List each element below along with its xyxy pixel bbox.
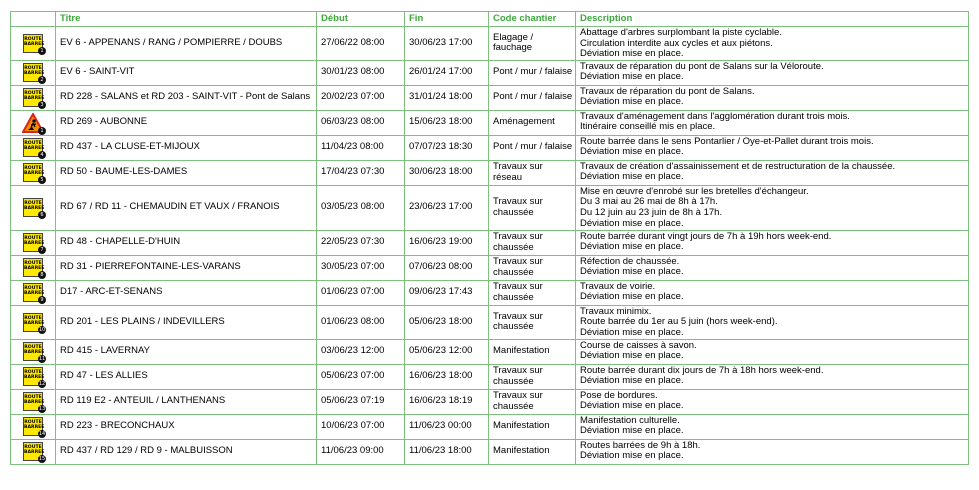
sign-text: [24, 445, 45, 456]
row-code-chantier: [489, 414, 576, 439]
row-description: [576, 255, 969, 280]
row-number-badge: 1: [38, 47, 46, 55]
description-line: Course de caisses à savon.: [580, 339, 697, 351]
row-debut: 30/01/23 08:00: [317, 60, 405, 85]
table-row: [11, 160, 969, 185]
table-row: [11, 339, 969, 364]
table-row: [11, 230, 969, 255]
table-row: [11, 280, 969, 305]
description-line: Du 3 mai au 26 mai de 8h à 17h.: [580, 196, 718, 208]
route-barree-sign-icon: [23, 233, 43, 252]
table-header-row: [11, 12, 969, 27]
row-debut: 05/06/23 07:19: [317, 389, 405, 414]
row-fin: 16/06/23 19:00: [405, 230, 489, 255]
description-line: Travaux minimix.: [580, 305, 652, 317]
row-fin: 09/06/23 17:43: [405, 280, 489, 305]
row-titre: RD 228 - SALANS et RD 203 - SAINT-VIT - Pont de Salans: [56, 85, 317, 110]
code-line: chaussée: [493, 400, 534, 412]
row-number-badge: 3: [38, 101, 46, 109]
row-description: [576, 439, 969, 464]
row-fin: 31/01/24 18:00: [405, 85, 489, 110]
route-barree-sign-icon: [23, 63, 43, 82]
row-icon-cell: [11, 110, 56, 135]
row-number-badge: 8: [38, 271, 46, 279]
sign-text-line1: ROUTE: [24, 91, 42, 97]
code-line: fauchage: [493, 42, 533, 54]
row-icon-cell: [11, 230, 56, 255]
sign-text-line2: BARREE: [24, 320, 45, 326]
code-line: Pont / mur / falaise: [493, 91, 573, 103]
table-row: [11, 85, 969, 110]
description-line: Route barrée durant vingt jours de 7h à 19h hors week-end.: [580, 230, 832, 242]
code-line: Manifestation: [493, 445, 550, 457]
row-fin: 16/06/23 18:00: [405, 364, 489, 389]
row-number-badge: 15: [38, 456, 46, 463]
code-line: Aménagement: [493, 116, 555, 128]
code-line: chaussée: [493, 206, 534, 218]
sign-text-line1: ROUTE: [24, 286, 42, 292]
row-code-chantier: [489, 230, 576, 255]
description-line: Mise en œuvre d'enrobé sur les bretelles d'échangeur.: [580, 185, 809, 197]
row-code-chantier: [489, 27, 576, 61]
row-icon-cell: [11, 280, 56, 305]
row-code-chantier: [489, 135, 576, 160]
description-line: Déviation mise en place.: [580, 96, 684, 108]
row-fin: 26/01/24 17:00: [405, 60, 489, 85]
row-icon-cell: [11, 255, 56, 280]
sign-text-line2: BARREE: [24, 350, 45, 356]
row-debut: 05/06/23 07:00: [317, 364, 405, 389]
header-titre: Titre: [56, 12, 317, 27]
description-line: Du 12 juin au 23 juin de 8h à 17h.: [580, 206, 723, 218]
row-description: [576, 185, 969, 230]
row-fin: 15/06/23 18:00: [405, 110, 489, 135]
table-row: [11, 185, 969, 230]
row-description: [576, 364, 969, 389]
description-line: Travaux de création d'assainissement et de restructuration de la chaussée.: [580, 160, 896, 172]
description-line: Déviation mise en place.: [580, 350, 684, 362]
sign-text: [24, 261, 45, 272]
code-line: Travaux sur: [493, 281, 543, 293]
row-icon-cell: [11, 364, 56, 389]
sign-text-line2: BARREE: [24, 71, 45, 77]
row-number-badge: 4: [38, 151, 46, 159]
row-titre: RD 415 - LAVERNAY: [56, 339, 317, 364]
row-code-chantier: [489, 185, 576, 230]
row-debut: 27/06/22 08:00: [317, 27, 405, 61]
sign-text-line2: BARREE: [24, 400, 45, 406]
table-row: [11, 364, 969, 389]
description-line: Déviation mise en place.: [580, 326, 684, 338]
route-barree-sign-icon: [23, 198, 43, 217]
description-line: Route barrée du 1er au 5 juin (hors week-end).: [580, 316, 778, 328]
code-line: réseau: [493, 171, 523, 183]
row-icon-cell: [11, 389, 56, 414]
route-barree-sign-icon: [23, 258, 43, 277]
row-description: [576, 389, 969, 414]
description-line: Travaux de voirie.: [580, 280, 656, 292]
row-debut: 11/06/23 09:00: [317, 439, 405, 464]
header-code-chantier: Code chantier: [489, 12, 576, 27]
code-line: chaussée: [493, 291, 534, 303]
row-icon-cell: [11, 60, 56, 85]
row-description: [576, 27, 969, 61]
row-code-chantier: [489, 280, 576, 305]
table-row: [11, 439, 969, 464]
row-number-badge: 5: [38, 176, 46, 184]
table-row: [11, 27, 969, 61]
route-barree-sign-icon: [23, 392, 46, 413]
row-icon-cell: [11, 439, 56, 464]
table-row: [11, 135, 969, 160]
sign-text-line2: BARREE: [24, 241, 45, 247]
row-debut: 20/02/23 07:00: [317, 85, 405, 110]
row-number-badge: 2: [38, 76, 46, 84]
row-titre: D17 - ARC-ET-SENANS: [56, 280, 317, 305]
row-description: [576, 160, 969, 185]
sign-text-line2: BARREE: [24, 96, 45, 102]
row-code-chantier: [489, 339, 576, 364]
row-number-badge: 1: [38, 127, 46, 135]
sign-text-line2: BARREE: [24, 425, 45, 431]
sign-text-line2: BARREE: [24, 375, 45, 381]
code-line: Travaux sur: [493, 161, 543, 173]
row-fin: 05/06/23 12:00: [405, 339, 489, 364]
row-description: [576, 60, 969, 85]
code-line: Pont / mur / falaise: [493, 66, 573, 78]
description-line: Travaux de réparation du pont de Salans sur la Véloroute.: [580, 60, 824, 72]
code-line: Travaux sur: [493, 231, 543, 243]
code-line: Manifestation: [493, 420, 550, 432]
sign-text-line2: BARREE: [24, 41, 45, 47]
row-debut: 06/03/23 08:00: [317, 110, 405, 135]
table-body: [11, 27, 969, 465]
row-fin: 30/06/23 17:00: [405, 27, 489, 61]
row-titre: RD 48 - CHAPELLE-D'HUIN: [56, 230, 317, 255]
description-line: Manifestation culturelle.: [580, 414, 680, 426]
row-debut: 03/06/23 12:00: [317, 339, 405, 364]
row-debut: 10/06/23 07:00: [317, 414, 405, 439]
header-icon: [11, 12, 56, 27]
row-titre: RD 47 - LES ALLIES: [56, 364, 317, 389]
code-line: Travaux sur: [493, 389, 543, 401]
description-line: Déviation mise en place.: [580, 146, 684, 158]
description-line: Déviation mise en place.: [580, 400, 684, 412]
table-row: [11, 110, 969, 135]
sign-text: [24, 141, 45, 152]
description-line: Route barrée dans le sens Pontarlier / Oye-et-Pallet durant trois mois.: [580, 135, 874, 147]
route-barree-sign-icon: [23, 313, 46, 333]
row-titre: EV 6 - APPENANS / RANG / POMPIERRE / DOUBS: [56, 27, 317, 61]
description-line: Déviation mise en place.: [580, 48, 684, 60]
roadworks-warning-icon: [22, 113, 44, 133]
row-number-badge: 7: [38, 246, 46, 254]
row-fin: 11/06/23 00:00: [405, 414, 489, 439]
row-code-chantier: [489, 389, 576, 414]
table-row: [11, 305, 969, 339]
roadworks-table-container: [10, 11, 969, 465]
code-line: Travaux sur: [493, 310, 543, 322]
description-line: Déviation mise en place.: [580, 71, 684, 83]
row-debut: 03/05/23 08:00: [317, 185, 405, 230]
row-debut: 17/04/23 07:30: [317, 160, 405, 185]
description-line: Déviation mise en place.: [580, 171, 684, 183]
description-line: Déviation mise en place.: [580, 241, 684, 253]
sign-text: [24, 36, 45, 47]
sign-text-line2: BARREE: [24, 206, 45, 212]
row-number-badge: 11: [38, 356, 46, 363]
route-barree-sign-icon: [23, 34, 43, 53]
row-description: [576, 305, 969, 339]
code-line: chaussée: [493, 266, 534, 278]
sign-text-line1: ROUTE: [24, 36, 42, 42]
sign-text: [24, 236, 45, 247]
code-line: chaussée: [493, 375, 534, 387]
row-icon-cell: [11, 339, 56, 364]
code-line: chaussée: [493, 241, 534, 253]
row-number-badge: 10: [38, 326, 46, 333]
sign-text-line2: BARREE: [24, 171, 45, 177]
route-barree-sign-icon: [23, 342, 46, 363]
route-barree-sign-icon: [23, 442, 46, 463]
sign-text: [24, 395, 45, 406]
row-icon-cell: [11, 305, 56, 339]
row-debut: 01/06/23 08:00: [317, 305, 405, 339]
row-icon-cell: [11, 185, 56, 230]
row-icon-cell: [11, 414, 56, 439]
row-description: [576, 230, 969, 255]
description-line: Travaux d'aménagement dans l'agglomération durant trois mois.: [580, 110, 850, 122]
row-icon-cell: [11, 85, 56, 110]
sign-text-line1: ROUTE: [24, 141, 42, 147]
code-line: Travaux sur: [493, 196, 543, 208]
row-fin: 30/06/23 18:00: [405, 160, 489, 185]
description-line: Route barrée durant dix jours de 7h à 18h hors week-end.: [580, 364, 824, 376]
row-fin: 11/06/23 18:00: [405, 439, 489, 464]
header-fin: Fin: [405, 12, 489, 27]
row-fin: 07/07/23 18:30: [405, 135, 489, 160]
description-line: Déviation mise en place.: [580, 266, 684, 278]
route-barree-sign-icon: [23, 417, 46, 438]
table-row: [11, 389, 969, 414]
route-barree-sign-icon: [23, 283, 43, 302]
row-number-badge: 9: [38, 296, 46, 304]
sign-text-line1: ROUTE: [24, 236, 42, 242]
row-debut: 30/05/23 07:00: [317, 255, 405, 280]
row-titre: RD 223 - BRECONCHAUX: [56, 414, 317, 439]
row-code-chantier: [489, 160, 576, 185]
sign-text-line2: BARREE: [24, 291, 45, 297]
row-description: [576, 110, 969, 135]
sign-text: [24, 166, 45, 177]
sign-text: [24, 315, 45, 326]
route-barree-sign-icon: [23, 88, 43, 107]
description-line: Circulation interdite aux cycles et aux piétons.: [580, 37, 773, 49]
row-code-chantier: [489, 85, 576, 110]
code-line: Elagage /: [493, 31, 534, 43]
description-line: Abattage d'arbres surplombant la piste cyclable.: [580, 27, 782, 38]
row-icon-cell: [11, 135, 56, 160]
description-line: Déviation mise en place.: [580, 291, 684, 303]
row-number-badge: 13: [38, 406, 46, 413]
sign-text-line1: ROUTE: [24, 66, 42, 72]
roadworks-table: [10, 11, 969, 465]
row-titre: RD 31 - PIERREFONTAINE-LES-VARANS: [56, 255, 317, 280]
description-line: Réfection de chaussée.: [580, 255, 680, 267]
row-fin: 07/06/23 08:00: [405, 255, 489, 280]
row-description: [576, 414, 969, 439]
sign-text-line1: ROUTE: [24, 201, 42, 207]
row-icon-cell: [11, 27, 56, 61]
sign-text-line1: ROUTE: [24, 395, 42, 401]
sign-text: [24, 420, 45, 431]
description-line: Travaux de réparation du pont de Salans.: [580, 85, 755, 97]
code-line: Travaux sur: [493, 364, 543, 376]
table-row: [11, 255, 969, 280]
row-fin: 05/06/23 18:00: [405, 305, 489, 339]
description-line: Déviation mise en place.: [580, 450, 684, 462]
description-line: Itinéraire conseillé mis en place.: [580, 121, 716, 133]
row-titre: RD 437 - LA CLUSE-ET-MIJOUX: [56, 135, 317, 160]
row-titre: RD 119 E2 - ANTEUIL / LANTHENANS: [56, 389, 317, 414]
sign-text: [24, 201, 45, 212]
description-line: Pose de bordures.: [580, 389, 658, 401]
route-barree-sign-icon: [23, 163, 43, 182]
row-debut: 22/05/23 07:30: [317, 230, 405, 255]
table-row: [11, 414, 969, 439]
description-line: Déviation mise en place.: [580, 425, 684, 437]
description-line: Routes barrées de 9h à 18h.: [580, 439, 701, 451]
table-row: [11, 60, 969, 85]
row-titre: RD 269 - AUBONNE: [56, 110, 317, 135]
row-titre: RD 67 / RD 11 - CHEMAUDIN ET VAUX / FRANOIS: [56, 185, 317, 230]
sign-text: [24, 345, 45, 356]
row-description: [576, 85, 969, 110]
sign-text-line1: ROUTE: [24, 166, 42, 172]
row-description: [576, 135, 969, 160]
sign-text-line2: BARREE: [24, 266, 45, 272]
row-titre: EV 6 - SAINT-VIT: [56, 60, 317, 85]
row-titre: RD 201 - LES PLAINS / INDEVILLERS: [56, 305, 317, 339]
row-code-chantier: [489, 110, 576, 135]
row-code-chantier: [489, 439, 576, 464]
sign-text: [24, 370, 45, 381]
row-number-badge: 6: [38, 211, 46, 219]
header-debut: Début: [317, 12, 405, 27]
row-titre: RD 50 - BAUME-LES-DAMES: [56, 160, 317, 185]
description-line: Déviation mise en place.: [580, 217, 684, 229]
row-titre: RD 437 / RD 129 / RD 9 - MALBUISSON: [56, 439, 317, 464]
sign-text-line2: BARREE: [24, 146, 45, 152]
description-line: Déviation mise en place.: [580, 375, 684, 387]
row-fin: 23/06/23 17:00: [405, 185, 489, 230]
code-line: Pont / mur / falaise: [493, 141, 573, 153]
code-line: chaussée: [493, 321, 534, 333]
sign-text: [24, 91, 45, 102]
row-number-badge: 14: [38, 431, 46, 438]
sign-text-line1: ROUTE: [24, 445, 42, 451]
header-description: Description: [576, 12, 969, 27]
route-barree-sign-icon: [23, 138, 43, 157]
sign-text: [24, 66, 45, 77]
sign-text-line1: ROUTE: [24, 315, 42, 321]
sign-text-line2: BARREE: [24, 450, 45, 456]
row-fin: 16/06/23 18:19: [405, 389, 489, 414]
route-barree-sign-icon: [23, 367, 46, 388]
code-line: Manifestation: [493, 345, 550, 357]
row-number-badge: 12: [38, 381, 46, 388]
row-debut: 11/04/23 08:00: [317, 135, 405, 160]
row-description: [576, 339, 969, 364]
sign-text-line1: ROUTE: [24, 345, 42, 351]
sign-text: [24, 286, 45, 297]
row-code-chantier: [489, 305, 576, 339]
sign-text-line1: ROUTE: [24, 261, 42, 267]
row-code-chantier: [489, 364, 576, 389]
row-code-chantier: [489, 60, 576, 85]
row-icon-cell: [11, 160, 56, 185]
row-description: [576, 280, 969, 305]
row-debut: 01/06/23 07:00: [317, 280, 405, 305]
sign-text-line1: ROUTE: [24, 370, 42, 376]
code-line: Travaux sur: [493, 256, 543, 268]
row-code-chantier: [489, 255, 576, 280]
sign-text-line1: ROUTE: [24, 420, 42, 426]
